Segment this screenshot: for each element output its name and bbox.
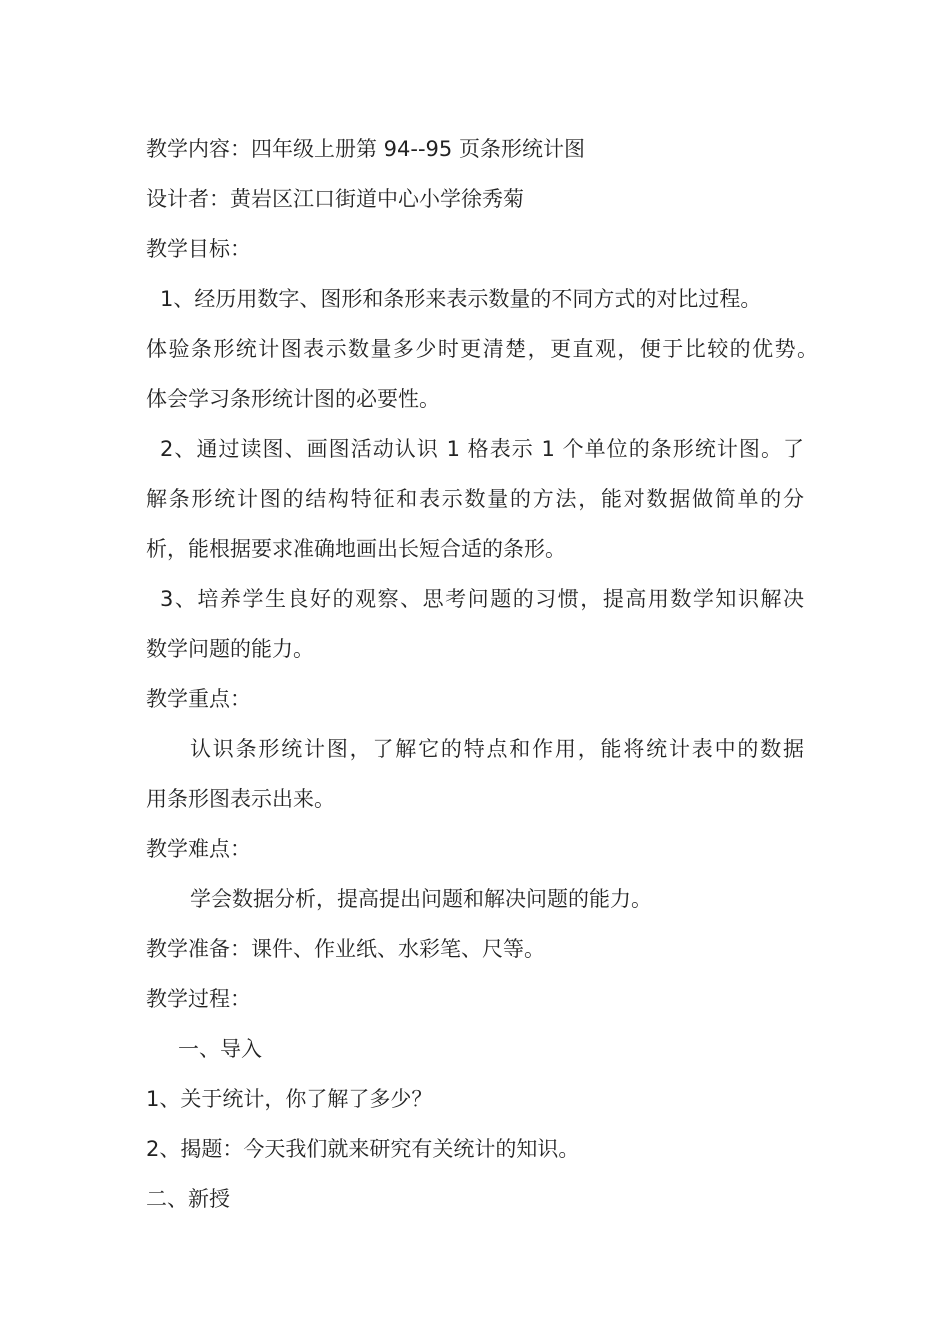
key-points-line-1: 认识条形统计图，了解它的特点和作用，能将统计表中的数据: [190, 737, 804, 761]
process-heading: 教学过程：: [146, 987, 251, 1011]
step-1-line: 1、关于统计，你了解了多少？: [146, 1087, 433, 1111]
objective-3-line-2: 数学问题的能力。: [146, 637, 314, 661]
preparation-line: 教学准备：课件、作业纸、水彩笔、尺等。: [146, 937, 545, 961]
key-points-heading: 教学重点：: [146, 687, 251, 711]
objective-3-line-1: 3、培养学生良好的观察、思考问题的习惯，提高用数学知识解决: [160, 587, 804, 611]
designer-line: 设计者：黄岩区江口街道中心小学徐秀菊: [146, 187, 524, 211]
objective-1-line-3: 体会学习条形统计图的必要性。: [146, 387, 440, 411]
objective-2-line-2: 解条形统计图的结构特征和表示数量的方法，能对数据做简单的分: [146, 487, 804, 511]
section-2-title: 二、新授: [146, 1187, 230, 1211]
teaching-content-line: 教学内容：四年级上册第 94--95 页条形统计图: [146, 137, 585, 161]
objective-1-line-1: 1、经历用数字、图形和条形来表示数量的不同方式的对比过程。: [160, 287, 762, 311]
objective-1-line-2: 体验条形统计图表示数量多少时更清楚，更直观，便于比较的优势。: [146, 337, 818, 361]
objectives-heading: 教学目标：: [146, 237, 251, 261]
difficulties-heading: 教学难点：: [146, 837, 251, 861]
step-2-line: 2、揭题：今天我们就来研究有关统计的知识。: [146, 1137, 580, 1161]
difficulties-line: 学会数据分析，提高提出问题和解决问题的能力。: [190, 887, 652, 911]
key-points-line-2: 用条形图表示出来。: [146, 787, 335, 811]
objective-2-line-3: 析，能根据要求准确地画出长短合适的条形。: [146, 537, 566, 561]
objective-2-line-1: 2、通过读图、画图活动认识 1 格表示 1 个单位的条形统计图。了: [160, 437, 804, 461]
section-1-title: 一、导入: [178, 1037, 262, 1061]
